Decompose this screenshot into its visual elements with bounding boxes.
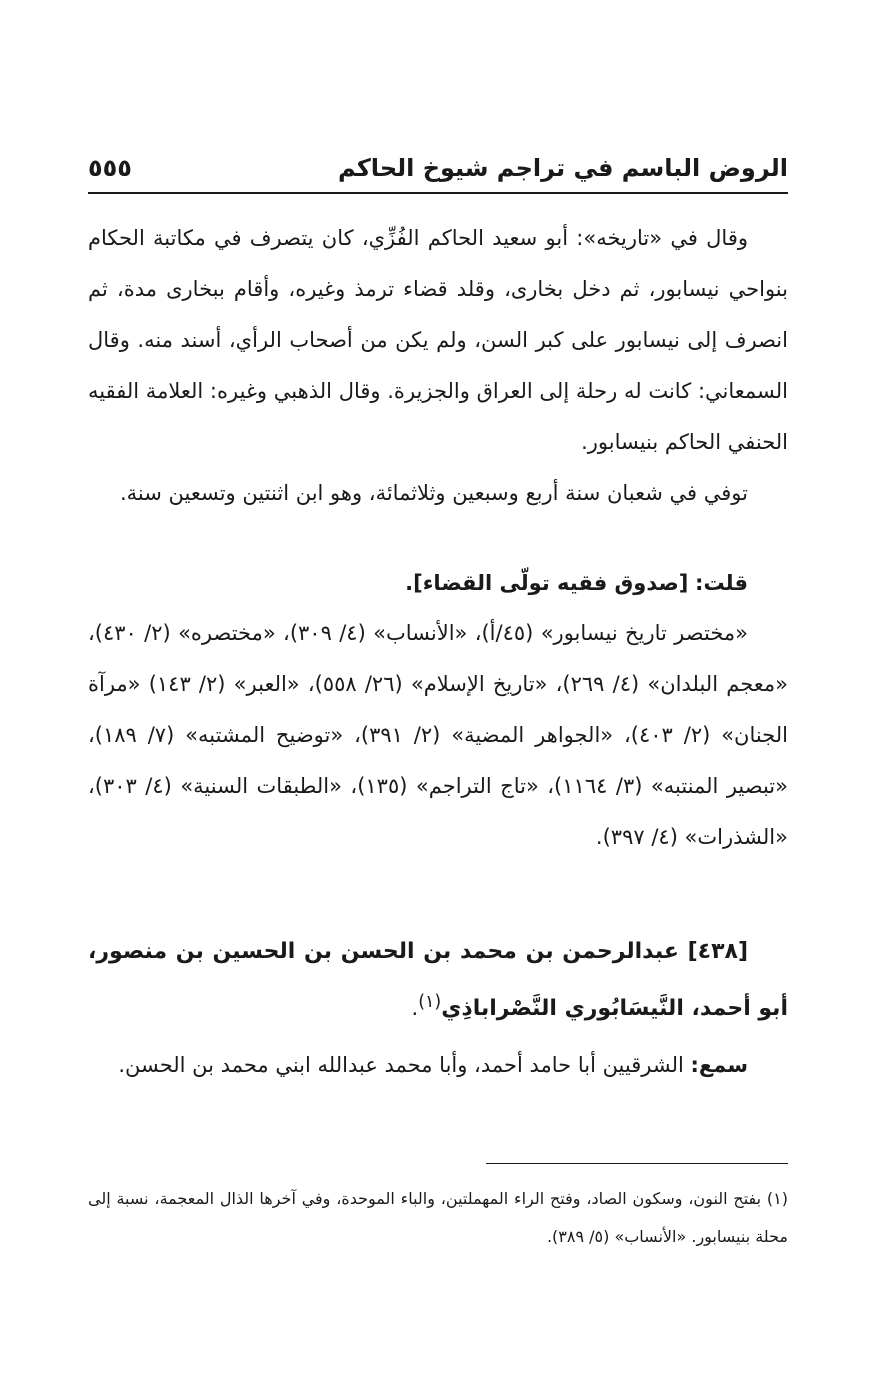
verdict-text: [صدوق فقيه تولّى القضاء]. <box>405 571 689 595</box>
paragraph-line <box>88 558 788 609</box>
entry-title-end: . <box>411 996 419 1020</box>
paragraph-teachers <box>88 1040 788 1091</box>
footnote <box>88 1180 788 1256</box>
teachers-label: سمع: <box>690 1053 748 1077</box>
footnote-reference: (١) <box>418 992 442 1012</box>
page-number: ٥٥٥ <box>88 154 132 182</box>
running-title: الروض الباسم في تراجم شيوخ الحاكم <box>338 154 788 182</box>
paragraph-verdict <box>88 558 788 609</box>
paragraph-text: توفي في شعبان سنة أربع وسبعين وثلاثمائة، وهو ابن اثنتين وتسعين سنة. <box>119 481 748 505</box>
teachers-text: الشرقيين أبا حامد أحمد، وأبا محمد عبدالله ابني محمد بن الحسن. <box>118 1053 684 1077</box>
paragraph-line <box>88 1040 788 1091</box>
running-header <box>88 150 788 186</box>
paragraph-biography <box>88 213 788 468</box>
paragraph-text: وقال في «تاريخه»: أبو سعيد الحاكم الفُزِّي، كان يتصرف في مكاتبة الحكام بنواحي نيسابور، ثم دخل بخارى، وقلد قضاء ترمذ وغيره، وأقام ببخارى مدة، ثم انصرف إلى نيسابور على كبر السن، ولم يكن من أصحاب الرأي، أسند منه. وقال السمعاني: كانت له رحلة إلى العراق والجزيرة. وقال الذهبي وغيره: العلامة الفقيه الحنفي الحاكم بنيسابور. <box>88 226 788 454</box>
paragraph-sources <box>88 608 788 863</box>
header-rule <box>88 192 788 194</box>
verdict-label: قلت: <box>695 571 748 595</box>
footnote-text: (١) بفتح النون، وسكون الصاد، وفتح الراء المهملتين، والباء الموحدة، وفي آخرها الذال المعجمة، نسبة إلى محلة بنيسابور. «الأنساب» (٥/ ٣٨٩). <box>88 1189 788 1246</box>
entry-title: [٤٣٨] عبدالرحمن بن محمد بن الحسن بن الحسين بن منصور، أبو أحمد، النَّيسَابُوري النَّصْراباذِي <box>88 939 788 1021</box>
entry-heading-line <box>88 926 788 1034</box>
entry-heading <box>88 926 788 1034</box>
footnote-rule <box>486 1163 788 1164</box>
paragraph-text: «مختصر تاريخ نيسابور» (٤٥/أ)، «الأنساب» (٤/ ٣٠٩)، «مختصره» (٢/ ٤٣٠)، «معجم البلدان» (٤/ ٢٦٩)، «تاريخ الإسلام» (٢٦/ ٥٥٨)، «العبر» (٢/ ١٤٣) «مرآة الجنان» (٢/ ٤٠٣)، «الجواهر المضية» (٢/ ٣٩١)، «توضيح المشتبه» (٧/ ١٨٩)، «تبصير المنتبه» (٣/ ١١٦٤)، «تاج التراجم» (١٣٥)، «الطبقات السنية» (٤/ ٣٠٣)، «الشذرات» (٤/ ٣٩٧). <box>88 621 788 849</box>
paragraph-death <box>88 468 788 519</box>
